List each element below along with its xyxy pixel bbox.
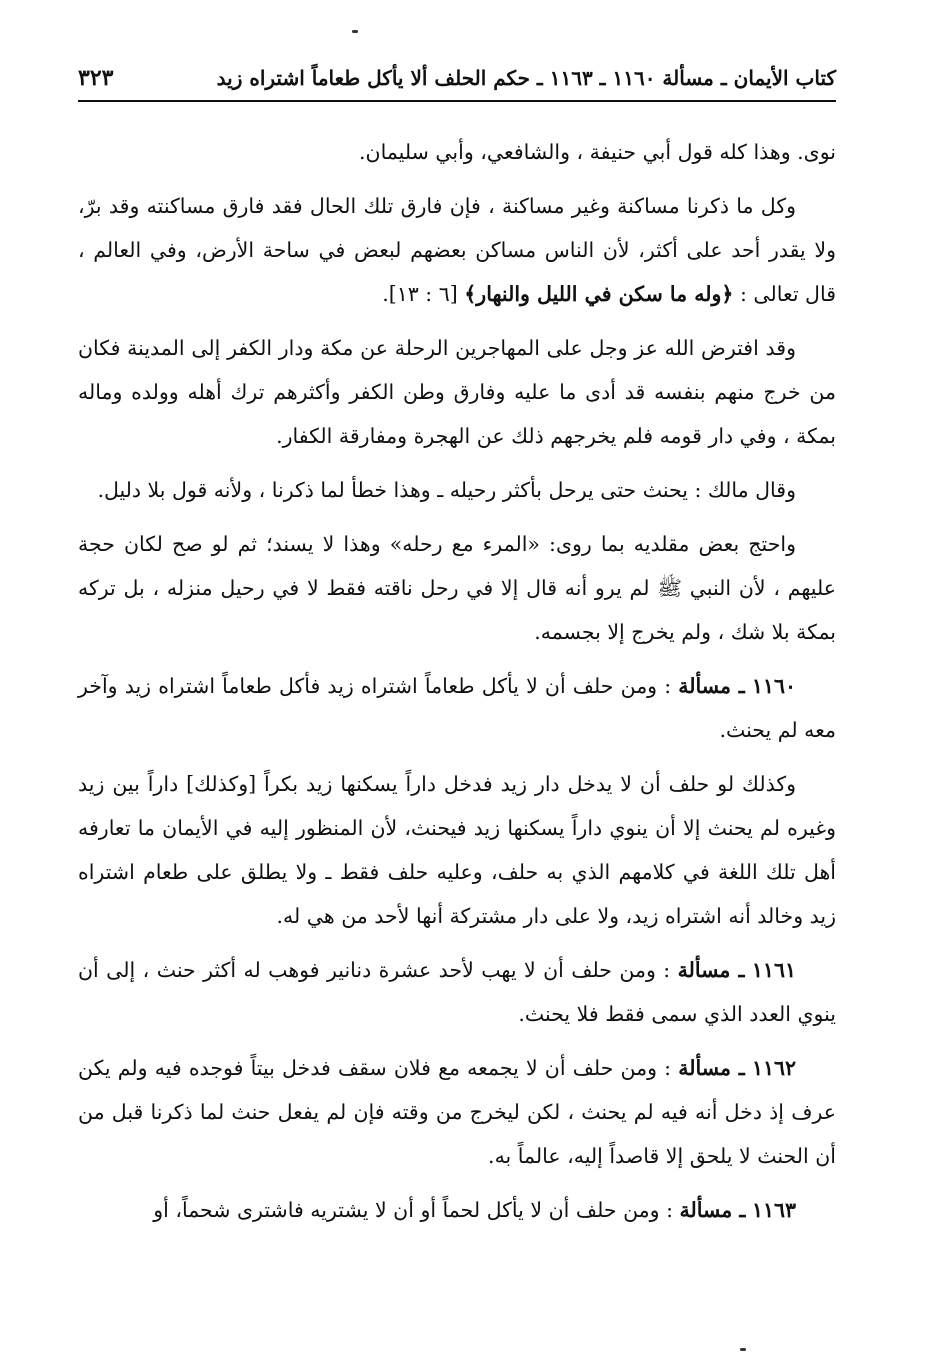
- paragraph-text: وقال مالك : يحنث حتى يرحل بأكثر رحيله ـ وهذا خطأ لما ذكرنا ، ولأنه قول بلا دليل.: [97, 478, 796, 502]
- issue-text: : ومن حلف أن لا يهب لأحد عشرة دنانير فوهب له أكثر حنث ، إلى أن ينوي العدد الذي سمى فقط فلا يحنث.: [78, 958, 836, 1026]
- issue-number: ١١٦٠: [751, 674, 796, 698]
- issue-number: ١١٦١: [751, 958, 796, 982]
- print-speck: [352, 30, 358, 33]
- paragraph-text: نوى. وهذا كله قول أبي حنيفة ، والشافعي، وأبي سليمان.: [359, 140, 836, 164]
- paragraph-1: [78, 130, 836, 174]
- paragraph-text: وكذلك لو حلف أن لا يدخل دار زيد فدخل داراً يسكنها زيد بكراً [وكذلك] داراً بين زيد وغيره لم يحنث إلا أن ينوي داراً يسكنها زيد فيحنث، لأن المنظور إليه في الأيمان ما تعارفه أهل تلك اللغة في كلامهم الذي به حلف، وعليه حلف فقط ـ ولا يطلق على طعام اشتراه زيد وخالد أنه اشتراه زيد، ولا على دار مشتركة أنها لأحد من هي له.: [78, 772, 836, 928]
- issue-number: ١١٦٣: [751, 1198, 796, 1222]
- paragraph-7: [78, 762, 836, 938]
- issue-text: : ومن حلف أن لا يأكل طعاماً اشتراه زيد فأكل طعاماً اشتراه زيد وآخر معه لم يحنث.: [78, 674, 836, 742]
- page-body: [78, 130, 836, 1242]
- paragraph-4: [78, 468, 836, 512]
- paragraph-text: وكل ما ذكرنا مساكنة وغير مساكنة ، فإن فارق تلك الحال فقد فارق مساكنته وقد برّ، ولا يقدر أحد على أكثر، لأن الناس مساكن بعضهم لبعض في ساحة الأرض، وفي العالم ، قال تعالى :: [78, 194, 836, 306]
- page-header: [78, 56, 836, 100]
- print-speck: [740, 1348, 746, 1351]
- issue-text: : ومن حلف أن لا يجمعه مع فلان سقف فدخل بيتاً فوجده فيه ولم يكن عرف إذ دخل أنه فيه لم يحنث ، لكن ليخرج من وقته فإن لم يفعل حنث لما ذكرنا قبل من أن الحنث لا يلحق إلا قاصداً إليه، عالماً به.: [78, 1056, 836, 1168]
- issue-1163: [78, 1188, 836, 1232]
- paragraph-text: واحتج بعض مقلديه بما روى: «المرء مع رحله» وهذا لا يسند؛ ثم لو صح لكان حجة عليهم ، لأن النبي ﷺ لم يرو أنه قال إلا في رحل ناقته فقط لا في رحيل منزله ، بل تركه بمكة بلا شك ، ولم يخرج إلا بجسمه.: [78, 532, 836, 644]
- issue-label: ـ مسألة: [679, 1198, 746, 1222]
- issue-label: ـ مسألة: [677, 958, 745, 982]
- issue-label: ـ مسألة: [678, 1056, 745, 1080]
- running-head: كتاب الأيمان ـ مسألة ١١٦٠ ـ ١١٦٣ ـ حكم الحلف ألا يأكل طعاماً اشتراه زيد: [216, 66, 836, 90]
- quran-reference: [٦ : ١٣].: [382, 282, 458, 306]
- issue-1160: [78, 664, 836, 752]
- header-rule: [78, 100, 836, 102]
- issue-1161: [78, 948, 836, 1036]
- issue-label: ـ مسألة: [678, 674, 745, 698]
- issue-number: ١١٦٢: [751, 1056, 796, 1080]
- paragraph-2: [78, 184, 836, 316]
- page-number: ٣٢٣: [78, 65, 114, 91]
- issue-text: : ومن حلف أن لا يأكل لحماً أو أن لا يشتريه فاشترى شحماً، أو: [153, 1198, 673, 1222]
- paragraph-5: [78, 522, 836, 654]
- issue-1162: [78, 1046, 836, 1178]
- paragraph-text: وقد افترض الله عز وجل على المهاجرين الرحلة عن مكة ودار الكفر إلى المدينة فكان من خرج منهم بنفسه قد أدى ما عليه وفارق وطن الكفر وأكثرهم ترك أهله وولده وماله بمكة ، وفي دار قومه فلم يخرجهم ذلك عن الهجرة ومفارقة الكفار.: [78, 336, 836, 448]
- quran-quote: ﴿وله ما سكن في الليل والنهار﴾: [464, 282, 734, 306]
- paragraph-3: [78, 326, 836, 458]
